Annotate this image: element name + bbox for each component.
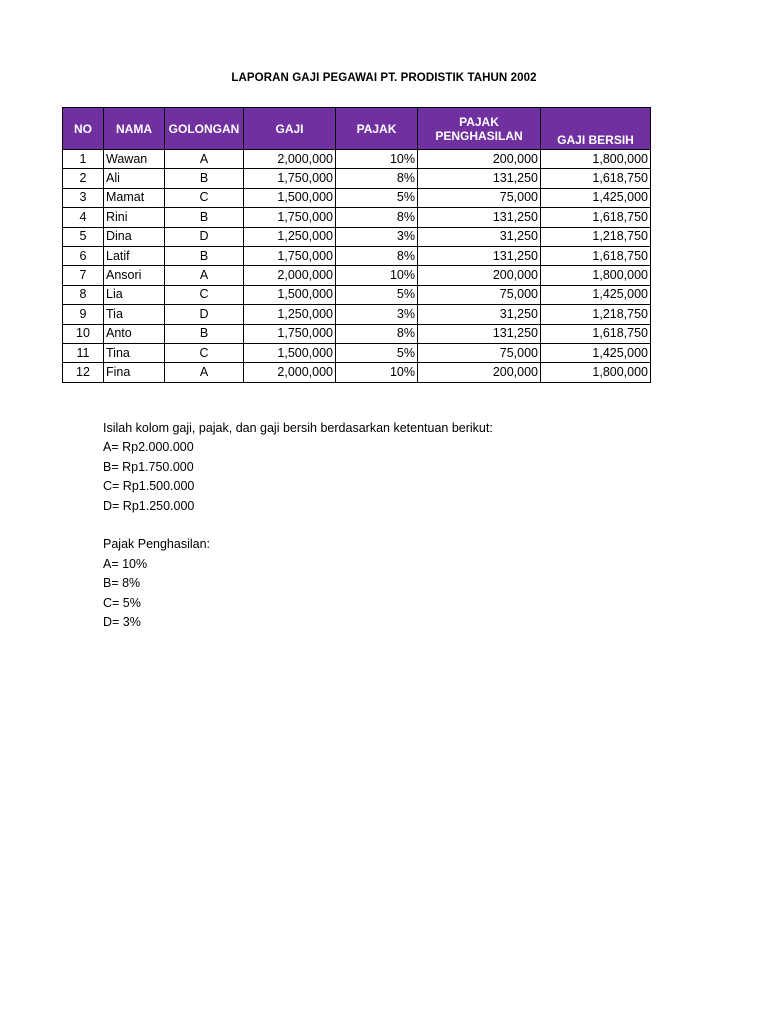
- table-row: [63, 246, 651, 265]
- cell-pajak: 8%: [336, 169, 418, 188]
- cell-golongan: C: [165, 285, 244, 304]
- cell-gaji-bersih: 1,618,750: [541, 208, 651, 227]
- cell-golongan: A: [165, 150, 244, 169]
- table-row: [63, 324, 651, 343]
- cell-no: 4: [63, 208, 104, 227]
- pajak-rule: C= 5%: [103, 595, 141, 610]
- cell-pajak: 8%: [336, 208, 418, 227]
- cell-nama: Tina: [104, 343, 165, 362]
- cell-gaji-bersih: 1,618,750: [541, 169, 651, 188]
- cell-pajak-penghasilan: 200,000: [418, 150, 541, 169]
- cell-gaji-bersih: 1,218,750: [541, 227, 651, 246]
- cell-pajak: 3%: [336, 227, 418, 246]
- cell-pajak-penghasilan: 200,000: [418, 363, 541, 382]
- header-pajak-penghasilan: PAJAK PENGHASILAN: [418, 108, 541, 150]
- gaji-rule: A= Rp2.000.000: [103, 440, 194, 455]
- cell-no: 10: [63, 324, 104, 343]
- table-row: [63, 188, 651, 207]
- cell-pajak: 10%: [336, 266, 418, 285]
- cell-no: 6: [63, 246, 104, 265]
- cell-nama: Rini: [104, 208, 165, 227]
- cell-golongan: D: [165, 305, 244, 324]
- table-row: [63, 227, 651, 246]
- cell-gaji-bersih: 1,800,000: [541, 266, 651, 285]
- cell-gaji-bersih: 1,218,750: [541, 305, 651, 324]
- cell-nama: Wawan: [104, 150, 165, 169]
- cell-golongan: B: [165, 208, 244, 227]
- cell-golongan: C: [165, 188, 244, 207]
- cell-gaji: 1,750,000: [244, 324, 336, 343]
- cell-nama: Latif: [104, 246, 165, 265]
- header-gaji-bersih: GAJI BERSIH: [541, 108, 651, 150]
- cell-no: 7: [63, 266, 104, 285]
- cell-golongan: D: [165, 227, 244, 246]
- cell-golongan: A: [165, 266, 244, 285]
- cell-pajak-penghasilan: 200,000: [418, 266, 541, 285]
- cell-nama: Ansori: [104, 266, 165, 285]
- pajak-heading: Pajak Penghasilan:: [103, 537, 211, 552]
- cell-pajak: 8%: [336, 246, 418, 265]
- cell-pajak-penghasilan: 131,250: [418, 169, 541, 188]
- cell-gaji: 1,500,000: [244, 188, 336, 207]
- table-row: [63, 285, 651, 304]
- pajak-rule: A= 10%: [103, 556, 148, 571]
- cell-no: 8: [63, 285, 104, 304]
- instruction-text: Isilah kolom gaji, pajak, dan gaji bersih berdasarkan ketentuan berikut:: [103, 421, 493, 435]
- cell-gaji: 2,000,000: [244, 266, 336, 285]
- header-nama: NAMA: [104, 108, 165, 150]
- cell-gaji: 1,750,000: [244, 246, 336, 265]
- pajak-rule: D= 3%: [103, 614, 141, 629]
- cell-gaji: 1,500,000: [244, 285, 336, 304]
- gaji-rule: D= Rp1.250.000: [103, 498, 195, 513]
- cell-pajak-penghasilan: 131,250: [418, 208, 541, 227]
- cell-nama: Anto: [104, 324, 165, 343]
- cell-gaji: 1,250,000: [244, 305, 336, 324]
- cell-no: 9: [63, 305, 104, 324]
- cell-pajak: 3%: [336, 305, 418, 324]
- cell-no: 1: [63, 150, 104, 169]
- table-row: [63, 208, 651, 227]
- table-row: [63, 266, 651, 285]
- table-row: [63, 343, 651, 362]
- cell-gaji: 2,000,000: [244, 150, 336, 169]
- cell-pajak-penghasilan: 31,250: [418, 227, 541, 246]
- cell-pajak-penghasilan: 131,250: [418, 246, 541, 265]
- cell-golongan: C: [165, 343, 244, 362]
- cell-golongan: B: [165, 169, 244, 188]
- cell-gaji-bersih: 1,425,000: [541, 343, 651, 362]
- cell-gaji-bersih: 1,425,000: [541, 188, 651, 207]
- table-header-row: [63, 108, 651, 150]
- cell-gaji-bersih: 1,425,000: [541, 285, 651, 304]
- salary-table: [62, 107, 651, 383]
- cell-pajak-penghasilan: 75,000: [418, 188, 541, 207]
- cell-gaji-bersih: 1,618,750: [541, 246, 651, 265]
- cell-pajak: 8%: [336, 324, 418, 343]
- cell-nama: Dina: [104, 227, 165, 246]
- cell-no: 2: [63, 169, 104, 188]
- cell-gaji-bersih: 1,618,750: [541, 324, 651, 343]
- cell-gaji: 1,750,000: [244, 208, 336, 227]
- cell-pajak-penghasilan: 75,000: [418, 343, 541, 362]
- spacer: [103, 516, 493, 535]
- header-no: NO: [63, 108, 104, 150]
- cell-no: 12: [63, 363, 104, 382]
- cell-pajak: 5%: [336, 285, 418, 304]
- cell-pajak-penghasilan: 131,250: [418, 324, 541, 343]
- cell-pajak-penghasilan: 75,000: [418, 285, 541, 304]
- cell-golongan: A: [165, 363, 244, 382]
- cell-no: 5: [63, 227, 104, 246]
- cell-pajak: 10%: [336, 363, 418, 382]
- table-row: [63, 363, 651, 382]
- cell-golongan: B: [165, 246, 244, 265]
- cell-no: 11: [63, 343, 104, 362]
- cell-nama: Ali: [104, 169, 165, 188]
- cell-gaji: 1,500,000: [244, 343, 336, 362]
- table-body: [63, 150, 651, 383]
- cell-golongan: B: [165, 324, 244, 343]
- cell-gaji-bersih: 1,800,000: [541, 150, 651, 169]
- cell-pajak: 10%: [336, 150, 418, 169]
- cell-nama: Lia: [104, 285, 165, 304]
- header-pajak: PAJAK: [336, 108, 418, 150]
- table-row: [63, 150, 651, 169]
- cell-gaji-bersih: 1,800,000: [541, 363, 651, 382]
- cell-gaji: 1,250,000: [244, 227, 336, 246]
- cell-pajak: 5%: [336, 188, 418, 207]
- cell-nama: Fina: [104, 363, 165, 382]
- cell-gaji: 1,750,000: [244, 169, 336, 188]
- gaji-rule: B= Rp1.750.000: [103, 459, 194, 474]
- cell-nama: Tia: [104, 305, 165, 324]
- cell-pajak: 5%: [336, 343, 418, 362]
- header-gaji: GAJI: [244, 108, 336, 150]
- table-row: [63, 169, 651, 188]
- table-row: [63, 305, 651, 324]
- cell-pajak-penghasilan: 31,250: [418, 305, 541, 324]
- cell-no: 3: [63, 188, 104, 207]
- header-golongan: GOLONGAN: [165, 108, 244, 150]
- cell-nama: Mamat: [104, 188, 165, 207]
- pajak-rule: B= 8%: [103, 576, 141, 591]
- report-title: LAPORAN GAJI PEGAWAI PT. PRODISTIK TAHUN 2002: [231, 72, 537, 84]
- gaji-rule: C= Rp1.500.000: [103, 479, 195, 494]
- instructions-block: [103, 419, 493, 632]
- cell-gaji: 2,000,000: [244, 363, 336, 382]
